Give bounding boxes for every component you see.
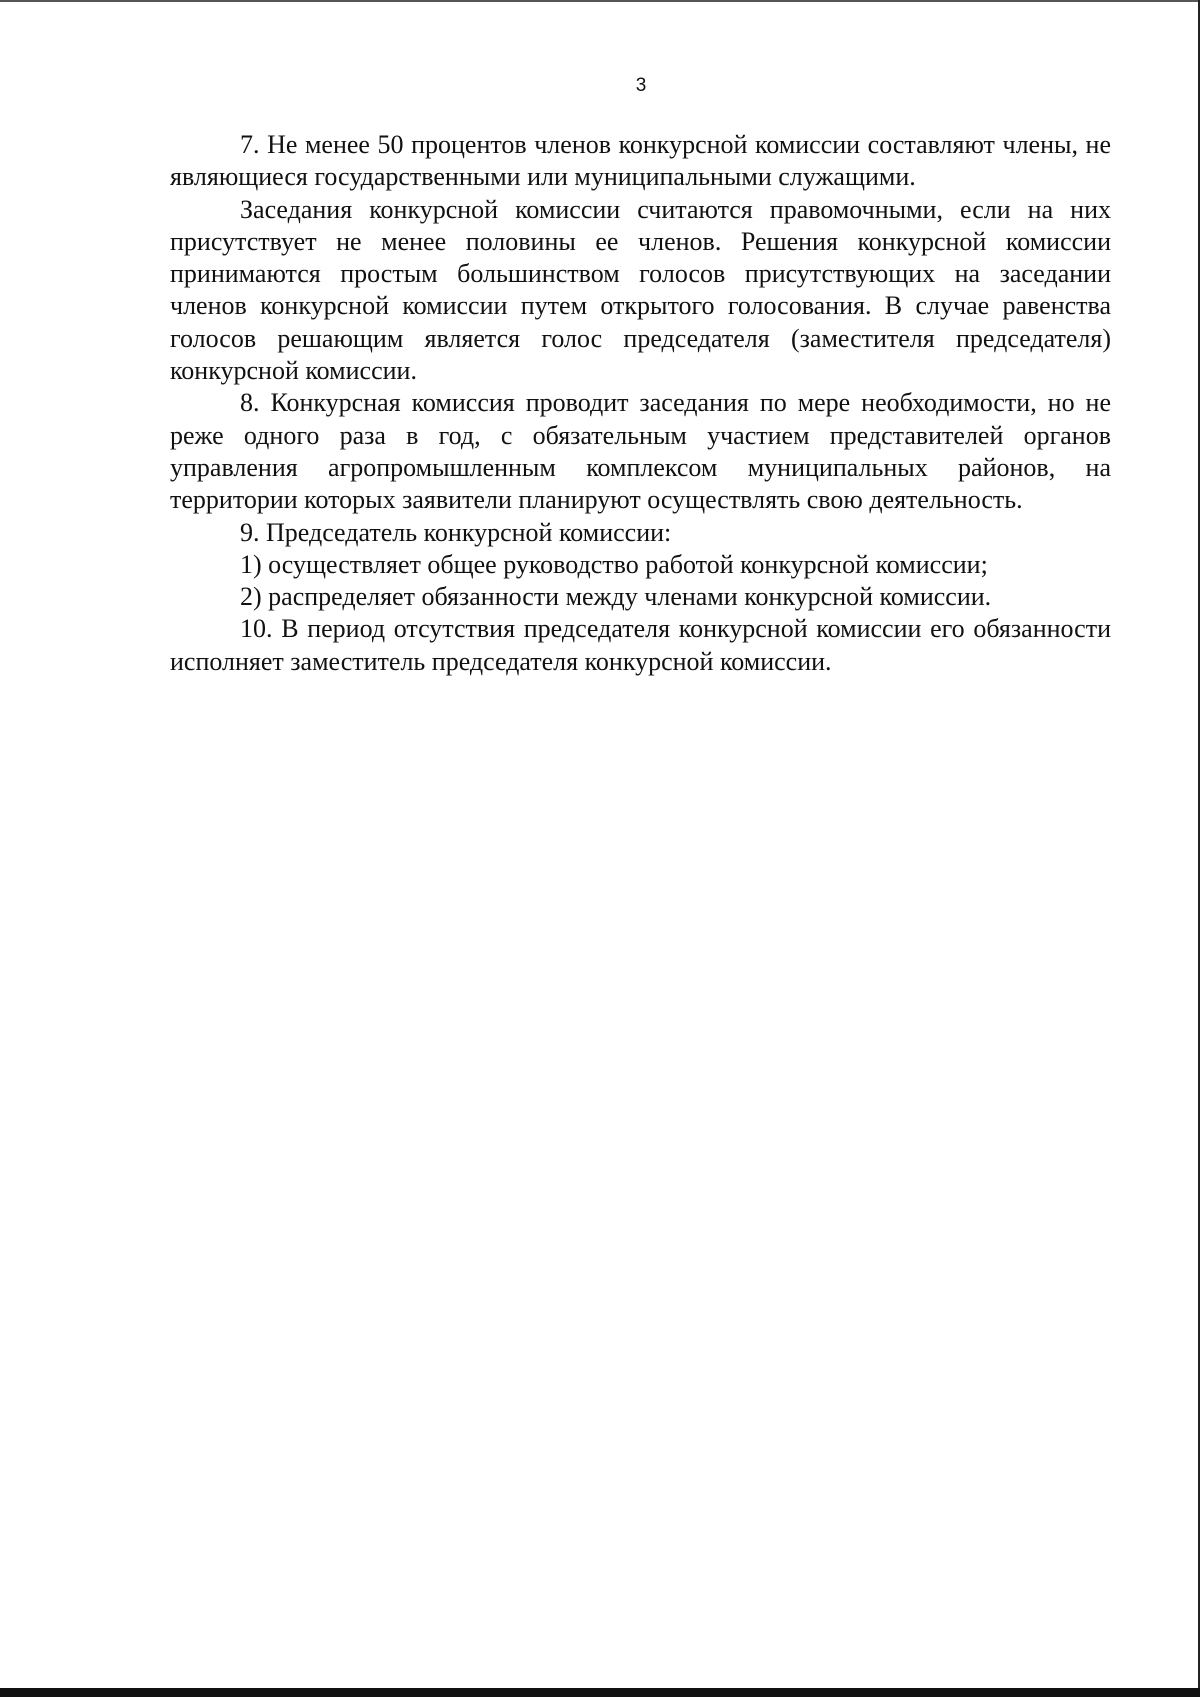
paragraph-subitem-1: 1) осуществляет общее руководство работой конкурсной комиссии; (240, 549, 988, 579)
page-number: 3 (635, 75, 647, 96)
paragraph-subitem-2: 2) распределяет обязанности между членами конкурсной комиссии. (240, 582, 992, 612)
paragraph-item-8: 8. Конкурсная комиссия проводит заседания по мере необходимости, но не реже одного раза в год, с обязательным участием представителей органов управления агропромышленным комплексом муниципальных районов, на территории которых заявители планируют осуществлять свою деятельность. (170, 388, 1111, 515)
document-body (170, 129, 1111, 678)
paragraph-item-10: 10. В период отсутствия председателя конкурсной комиссии его обязанности исполняет заместитель председателя конкурсной комиссии. (170, 614, 1111, 676)
paragraph-item-7: 7. Не менее 50 процентов членов конкурсной комиссии составляют члены, не являющиеся государственными или муниципальными служащими. (170, 130, 1111, 192)
paragraph-item-9: 9. Председатель конкурсной комиссии: (240, 517, 672, 547)
scan-top-edge (0, 0, 1200, 2)
paragraph-meeting-rules: Заседания конкурсной комиссии считаются правомочными, если на них присутствует не менее половины ее членов. Решения конкурсной комиссии принимаются простым большинством голосов присутствующих на заседании членов конкурсной комиссии путем открытого голосования. В случае равенства голосов решающим является голос председателя (заместителя председателя) конкурсной комиссии. (170, 194, 1111, 386)
scan-bottom-edge (0, 1688, 1200, 1697)
